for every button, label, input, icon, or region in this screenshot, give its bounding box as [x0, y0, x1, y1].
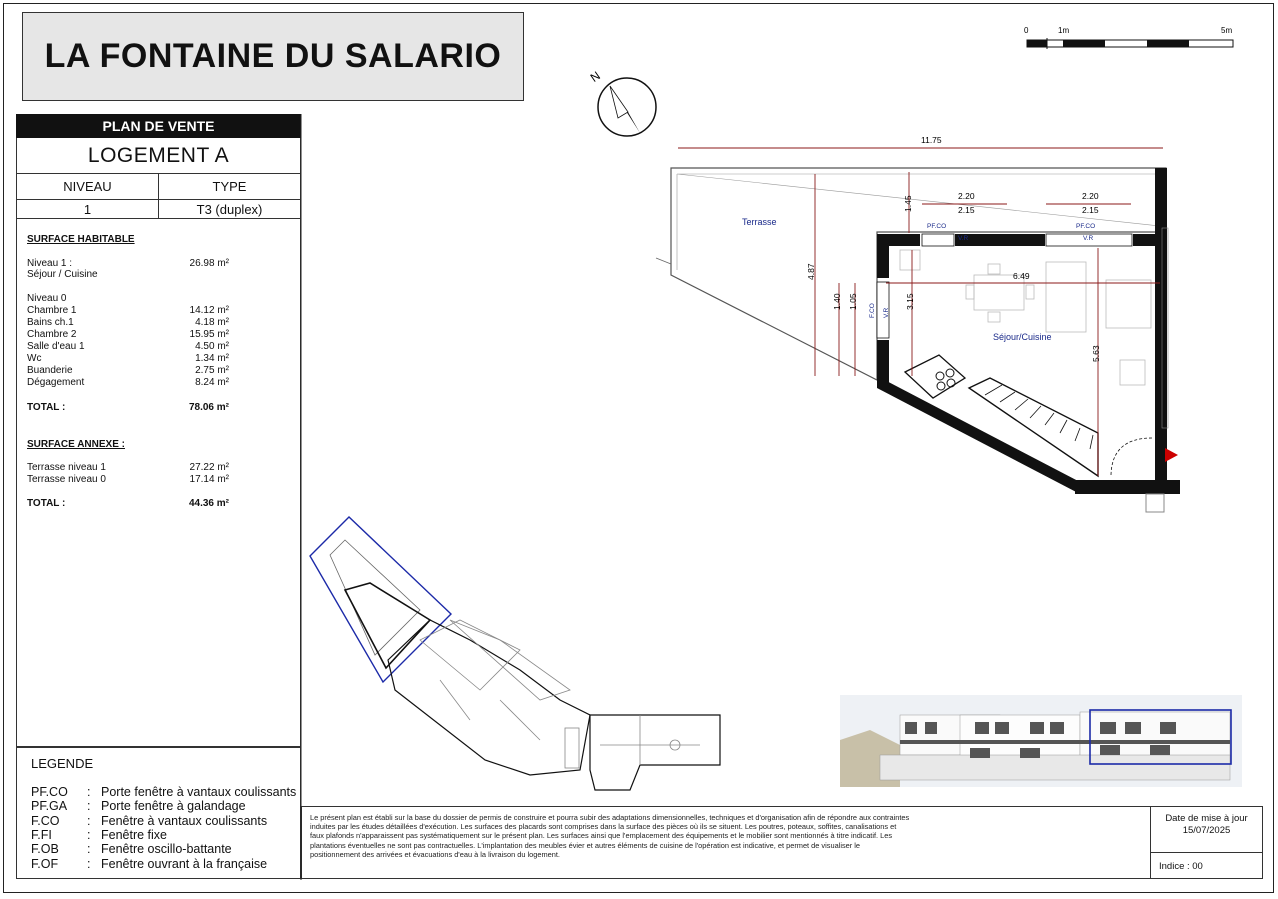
- scale-one: 1m: [1058, 26, 1070, 35]
- niveau1-label: Niveau 1 :: [27, 258, 73, 269]
- niveau1-room: Séjour / Cuisine: [27, 269, 98, 280]
- dim-487: 4.87: [806, 263, 816, 280]
- legend-code: F.OB: [31, 842, 59, 856]
- legend-item: F.OF : Fenêtre ouvrant à la française: [31, 857, 268, 871]
- legend-item: PF.CO : Porte fenêtre à vantaux coulissants: [31, 785, 297, 799]
- floor-plan: [656, 135, 1180, 512]
- legend-code: F.OF: [31, 857, 59, 871]
- total-label: TOTAL :: [27, 402, 66, 413]
- niveau-value: 1: [17, 200, 159, 218]
- date-label: Date de mise à jour: [1165, 813, 1248, 824]
- room-value: 14.12 m²: [189, 305, 229, 316]
- annexe-value: 17.14 m²: [189, 474, 229, 485]
- legend-item: F.CO : Fenêtre à vantaux coulissants: [31, 814, 268, 828]
- site-key-plan: [310, 517, 720, 790]
- total-value: 44.36 m²: [188, 498, 229, 509]
- room-value: 4.50 m²: [195, 341, 229, 352]
- legend-item: F.FI : Fenêtre fixe: [31, 828, 168, 842]
- legend-code: PF.GA: [31, 799, 68, 813]
- pfco-label: PF.CO: [1076, 223, 1096, 230]
- vr-label: V.R: [1083, 235, 1094, 242]
- room-label: Chambre 2: [27, 329, 77, 340]
- scale-zero: 0: [1024, 26, 1029, 35]
- dim-220b: 2.20: [1082, 191, 1099, 201]
- niveau1-value: 26.98 m²: [189, 258, 229, 269]
- surface-annexe-heading: SURFACE ANNEXE :: [27, 439, 125, 450]
- dim-215a: 2.15: [958, 205, 975, 215]
- building-render: [840, 695, 1242, 787]
- fco-label: F.CO: [869, 303, 876, 318]
- room-label: Chambre 1: [27, 305, 77, 316]
- compass-letter: N: [587, 68, 603, 85]
- vr-label: V.R: [958, 235, 969, 242]
- project-title: LA FONTAINE DU SALARIO: [22, 12, 524, 101]
- dim-220a: 2.20: [958, 191, 975, 201]
- room-value: 2.75 m²: [195, 365, 229, 376]
- logement-label: LOGEMENT A: [16, 138, 301, 174]
- dim-215b: 2.15: [1082, 205, 1099, 215]
- room-label: Dégagement: [27, 377, 85, 388]
- dim-315: 3.15: [905, 293, 915, 310]
- legend-desc: Porte fenêtre à galandage: [101, 799, 246, 813]
- legend-item: PF.GA : Porte fenêtre à galandage: [31, 799, 246, 813]
- legend-desc: Fenêtre à vantaux coulissants: [101, 814, 268, 828]
- compass-icon: [588, 69, 656, 136]
- legend-code: F.CO: [31, 814, 60, 828]
- niveau-header: NIVEAU: [17, 174, 159, 199]
- date-value: 15/07/2025: [1182, 825, 1231, 836]
- room-value: 1.34 m²: [195, 353, 229, 364]
- plan-de-vente-header: PLAN DE VENTE: [16, 114, 301, 138]
- sejour-label: Séjour/Cuisine: [993, 332, 1052, 342]
- room-value: 8.24 m²: [195, 377, 229, 388]
- room-label: Salle d'eau 1: [27, 341, 85, 352]
- annexe-label: Terrasse niveau 0: [27, 474, 106, 485]
- type-value: T3 (duplex): [196, 201, 263, 217]
- scale-bar: [1024, 26, 1233, 49]
- legend-desc: Fenêtre fixe: [101, 828, 168, 842]
- niveau0-label: Niveau 0: [27, 293, 67, 304]
- room-label: Bains ch.1: [27, 317, 74, 328]
- legend-title: LEGENDE: [31, 756, 94, 771]
- legend-item: F.OB : Fenêtre oscillo-battante: [31, 842, 232, 856]
- type-header: TYPE: [212, 179, 247, 194]
- annexe-value: 27.22 m²: [189, 462, 229, 473]
- dim-563: 5.63: [1091, 345, 1101, 362]
- room-label: Wc: [27, 353, 42, 364]
- legend-code: PF.CO: [31, 785, 68, 799]
- room-label: Buanderie: [27, 365, 73, 376]
- legend-desc: Porte fenêtre à vantaux coulissants: [101, 785, 297, 799]
- vr-label: V.R: [883, 307, 890, 318]
- terrasse-label: Terrasse: [742, 217, 777, 227]
- scale-five: 5m: [1221, 26, 1233, 35]
- room-value: 15.95 m²: [189, 329, 229, 340]
- legend-desc: Fenêtre ouvrant à la française: [101, 857, 268, 871]
- total-value: 78.06 m²: [188, 402, 229, 413]
- legend-desc: Fenêtre oscillo-battante: [101, 842, 232, 856]
- dim-105: 1.05: [848, 293, 858, 310]
- dim-140: 1.40: [832, 293, 842, 310]
- room-value: 4.18 m²: [195, 317, 229, 328]
- dim-649: 6.49: [1013, 271, 1030, 281]
- legend-code: F.FI: [31, 828, 52, 842]
- dim-total: 11.75: [921, 135, 942, 145]
- indice-box: Indice : 00: [1150, 852, 1263, 879]
- annexe-label: Terrasse niveau 1: [27, 462, 106, 473]
- pfco-label: PF.CO: [927, 223, 947, 230]
- dim-145: 1.45: [903, 195, 913, 212]
- surface-habitable-heading: SURFACE HABITABLE: [27, 234, 135, 245]
- disclaimer-text: Le présent plan est établi sur la base du dossier de permis de construire et pourra subir des adaptations dimensionnelles, techniques et d'organisation afin de répondre aux contraintes induites par les études détaillées d'exécution. Les surfaces des placards sont comprises dans la surface des pièces où ils se situent. Les poutres, poteaux, soffites, canalisations et faux plafonds n'apparaissent pas systématiquement sur le présent plan. Les surfaces ainsi que l'emplacement des équipements et le mobilier sont mentionnés à titre indicatif. Les plantations éventuelles ne sont pas contractuelles. L'implantation des meubles évier et autres éléments de cuisine de l'opération est indicative, et permet de visualiser le positionnement des arrivées et évacuations d'eau à la livraison du logement.: [310, 813, 910, 859]
- total-label: TOTAL :: [27, 498, 66, 509]
